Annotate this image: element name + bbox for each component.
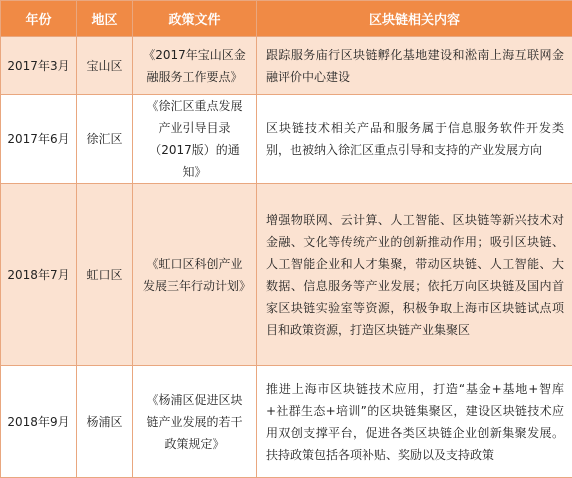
table-row [1, 95, 572, 184]
cell-content: 跟踪服务庙行区块链孵化基地建设和淞南上海互联网金融评价中心建设 [257, 37, 572, 95]
cell-document: 《徐汇区重点发展产业引导目录（2017版）的通知》 [133, 95, 257, 184]
table-header-row [1, 1, 572, 37]
header-year: 年份 [1, 1, 77, 37]
cell-document: 《杨浦区促进区块链产业发展的若干政策规定》 [133, 366, 257, 478]
cell-district: 宝山区 [77, 37, 133, 95]
header-content: 区块链相关内容 [257, 1, 572, 37]
cell-document: 《虹口区科创产业发展三年行动计划》 [133, 184, 257, 366]
cell-district: 虹口区 [77, 184, 133, 366]
header-district: 地区 [77, 1, 133, 37]
cell-district: 杨浦区 [77, 366, 133, 478]
cell-district: 徐汇区 [77, 95, 133, 184]
cell-document: 《2017年宝山区金融服务工作要点》 [133, 37, 257, 95]
cell-content: 增强物联网、云计算、人工智能、区块链等新兴技术对金融、文化等传统产业的创新推动作用；吸引区块链、人工智能企业和人才集聚，带动区块链、人工智能、大数据、信息服务等产业发展；依托万向区块链及国内首家区块链实验室等资源，积极争取上海市区块链试点项目和政策资源，打造区块链产业集聚区 [257, 184, 572, 366]
table-row [1, 366, 572, 478]
cell-content: 推进上海市区块链技术应用，打造“基金+基地+智库+社群生态+培训”的区块链集聚区，建设区块链技术应用双创支撑平台，促进各类区块链企业创新集聚发展。扶持政策包括各项补贴、奖励以及支持政策 [257, 366, 572, 478]
cell-year: 2017年6月 [1, 95, 77, 184]
cell-content: 区块链技术相关产品和服务属于信息服务软件开发类别，也被纳入徐汇区重点引导和支持的产业发展方向 [257, 95, 572, 184]
cell-year: 2018年9月 [1, 366, 77, 478]
table-row [1, 184, 572, 366]
header-document: 政策文件 [133, 1, 257, 37]
cell-year: 2018年7月 [1, 184, 77, 366]
cell-year: 2017年3月 [1, 37, 77, 95]
table-row [1, 37, 572, 95]
